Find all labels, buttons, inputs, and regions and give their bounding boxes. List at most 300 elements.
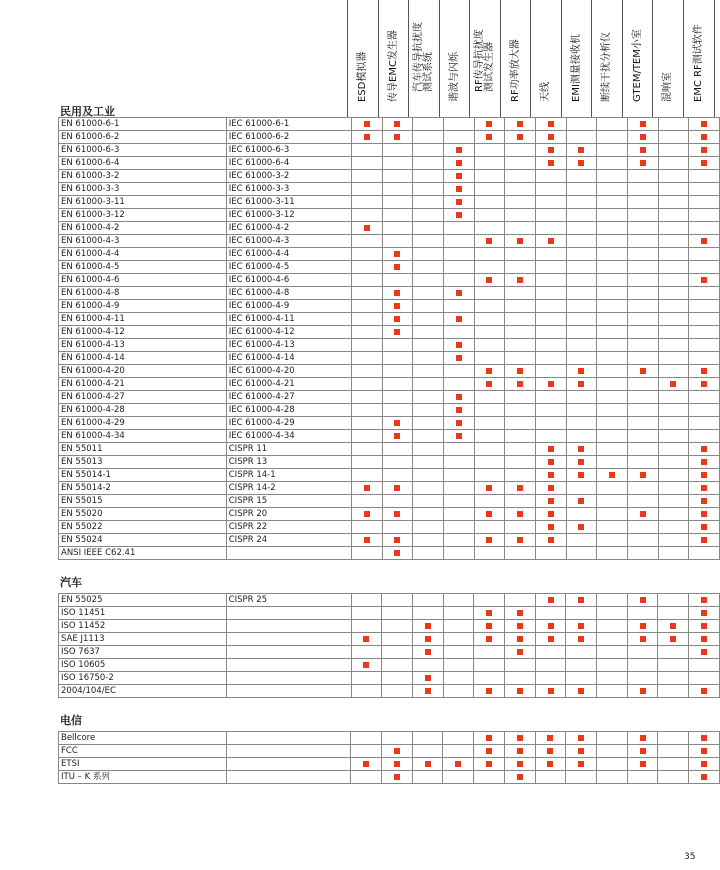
standard-name: EN 61000-3-12 (59, 209, 227, 222)
marker-cell (351, 508, 382, 521)
applicable-marker-icon (394, 316, 400, 322)
marker-cell (351, 326, 382, 339)
applicable-marker-icon (394, 537, 400, 543)
marker-cell (566, 443, 597, 456)
applicable-marker-icon (425, 761, 431, 767)
applicable-marker-icon (517, 485, 523, 491)
marker-cell (689, 547, 720, 560)
marker-cell (443, 287, 474, 300)
standard-name: EN 61000-4-34 (59, 430, 227, 443)
applicable-marker-icon (640, 748, 646, 754)
applicable-marker-icon (394, 511, 400, 517)
standard-name: EN 61000-6-4 (59, 157, 227, 170)
applicable-marker-icon (486, 368, 492, 374)
equivalent-standard: IEC 61000-6-1 (226, 118, 351, 131)
marker-cell (413, 118, 444, 131)
marker-cell (382, 417, 413, 430)
marker-cell (351, 594, 382, 607)
table-row (59, 235, 720, 248)
applicable-marker-icon (394, 134, 400, 140)
table-row (59, 495, 720, 508)
applicable-marker-icon (456, 420, 462, 426)
equivalent-standard (226, 607, 351, 620)
applicable-marker-icon (456, 433, 462, 439)
marker-cell (566, 170, 597, 183)
marker-cell (566, 157, 597, 170)
equivalent-standard (226, 771, 351, 784)
marker-cell (566, 469, 597, 482)
marker-cell (382, 404, 413, 417)
applicable-marker-icon (547, 761, 553, 767)
marker-cell (413, 326, 444, 339)
table-row (59, 365, 720, 378)
column-header-label: RF传导抗扰度 测试发生器 (474, 29, 496, 92)
applicable-marker-icon (364, 134, 370, 140)
applicable-marker-icon (640, 511, 646, 517)
marker-cell (505, 261, 536, 274)
marker-cell (689, 209, 720, 222)
marker-cell (535, 365, 566, 378)
marker-cell (474, 378, 505, 391)
marker-cell (535, 646, 566, 659)
column-header-2 (408, 0, 440, 118)
marker-cell (474, 118, 505, 131)
table-row (59, 732, 720, 745)
marker-cell (658, 508, 689, 521)
applicable-marker-icon (486, 511, 492, 517)
marker-cell (382, 685, 413, 698)
marker-cell (505, 594, 536, 607)
marker-cell (505, 633, 536, 646)
marker-cell (566, 534, 597, 547)
marker-cell (351, 118, 382, 131)
applicable-marker-icon (394, 121, 400, 127)
marker-cell (689, 685, 720, 698)
marker-cell (474, 745, 505, 758)
marker-cell (535, 248, 566, 261)
marker-cell (474, 633, 505, 646)
table-row (59, 508, 720, 521)
applicable-marker-icon (548, 511, 554, 517)
table-row (59, 547, 720, 560)
marker-cell (413, 274, 444, 287)
marker-cell (597, 633, 628, 646)
marker-cell (474, 469, 505, 482)
table-row (59, 274, 720, 287)
marker-cell (566, 607, 597, 620)
marker-cell (535, 118, 566, 131)
marker-cell (412, 633, 443, 646)
applicable-marker-icon (548, 636, 554, 642)
applicable-marker-icon (394, 420, 400, 426)
marker-cell (689, 659, 720, 672)
marker-cell (505, 620, 536, 633)
marker-cell (597, 144, 628, 157)
standard-name: EN 55015 (59, 495, 227, 508)
marker-cell (443, 732, 474, 745)
marker-cell (597, 391, 628, 404)
marker-cell (597, 469, 628, 482)
applicable-marker-icon (425, 675, 431, 681)
marker-cell (474, 508, 505, 521)
marker-cell (382, 313, 413, 326)
applicable-marker-icon (456, 290, 462, 296)
marker-cell (535, 607, 566, 620)
standard-name: ISO 10605 (59, 659, 227, 672)
marker-cell (505, 430, 536, 443)
marker-cell (474, 404, 505, 417)
marker-cell (413, 430, 444, 443)
applicable-marker-icon (548, 381, 554, 387)
marker-cell (597, 313, 628, 326)
column-header-1 (378, 0, 410, 118)
marker-cell (535, 594, 566, 607)
marker-cell (566, 456, 597, 469)
marker-cell (627, 209, 658, 222)
equivalent-standard (226, 646, 351, 659)
applicable-marker-icon (548, 688, 554, 694)
marker-cell (443, 261, 474, 274)
marker-cell (627, 287, 658, 300)
table-row (59, 521, 720, 534)
marker-cell (566, 404, 597, 417)
applicable-marker-icon (517, 134, 523, 140)
marker-cell (535, 508, 566, 521)
marker-cell (689, 170, 720, 183)
applicable-marker-icon (394, 774, 400, 780)
marker-cell (689, 300, 720, 313)
marker-cell (535, 633, 566, 646)
marker-cell (566, 594, 597, 607)
marker-cell (351, 183, 382, 196)
applicable-marker-icon (640, 472, 646, 478)
marker-cell (413, 196, 444, 209)
marker-cell (382, 508, 413, 521)
marker-cell (566, 417, 597, 430)
marker-cell (382, 118, 413, 131)
marker-cell (505, 456, 536, 469)
applicable-marker-icon (394, 433, 400, 439)
marker-cell (658, 482, 689, 495)
applicable-marker-icon (456, 342, 462, 348)
marker-cell (689, 534, 720, 547)
standard-name: EN 55013 (59, 456, 227, 469)
marker-cell (658, 672, 689, 685)
marker-cell (627, 646, 658, 659)
table-row (59, 469, 720, 482)
marker-cell (535, 378, 566, 391)
applicable-marker-icon (548, 459, 554, 465)
marker-cell (474, 547, 505, 560)
applicable-marker-icon (548, 134, 554, 140)
marker-cell (535, 404, 566, 417)
marker-cell (413, 417, 444, 430)
marker-cell (443, 352, 474, 365)
equivalent-standard: IEC 61000-4-29 (226, 417, 351, 430)
standard-name: EN 61000-3-3 (59, 183, 227, 196)
marker-cell (597, 287, 628, 300)
marker-cell (566, 118, 597, 131)
applicable-marker-icon (517, 636, 523, 642)
marker-cell (413, 131, 444, 144)
applicable-marker-icon (363, 662, 369, 668)
applicable-marker-icon (701, 761, 707, 767)
marker-cell (382, 183, 413, 196)
applicable-marker-icon (548, 524, 554, 530)
marker-cell (474, 495, 505, 508)
marker-cell (412, 685, 443, 698)
applicable-marker-icon (578, 636, 584, 642)
applicable-marker-icon (640, 147, 646, 153)
applicable-marker-icon (547, 735, 553, 741)
marker-cell (535, 313, 566, 326)
marker-cell (505, 300, 536, 313)
standard-name: EN 61000-6-2 (59, 131, 227, 144)
marker-cell (382, 248, 413, 261)
marker-cell (566, 261, 597, 274)
marker-cell (658, 607, 689, 620)
marker-cell (535, 144, 566, 157)
marker-cell (566, 391, 597, 404)
marker-cell (658, 646, 689, 659)
applicable-marker-icon (578, 623, 584, 629)
marker-cell (535, 443, 566, 456)
marker-cell (413, 391, 444, 404)
marker-cell (535, 771, 566, 784)
marker-cell (597, 430, 628, 443)
marker-cell (443, 118, 474, 131)
marker-cell (658, 547, 689, 560)
section-title-automotive: 汽车 (60, 576, 82, 589)
marker-cell (413, 300, 444, 313)
marker-cell (658, 170, 689, 183)
standard-name: ANSI IEEE C62.41 (59, 547, 227, 560)
marker-cell (443, 222, 474, 235)
marker-cell (443, 170, 474, 183)
marker-cell (443, 430, 474, 443)
marker-cell (413, 313, 444, 326)
marker-cell (443, 248, 474, 261)
equivalent-standard: IEC 61000-4-13 (226, 339, 351, 352)
marker-cell (443, 378, 474, 391)
marker-cell (597, 758, 628, 771)
marker-cell (689, 456, 720, 469)
marker-cell (505, 646, 536, 659)
applicable-marker-icon (394, 550, 400, 556)
marker-cell (505, 196, 536, 209)
marker-cell (413, 443, 444, 456)
marker-cell (505, 183, 536, 196)
marker-cell (505, 685, 536, 698)
marker-cell (474, 222, 505, 235)
marker-cell (382, 495, 413, 508)
marker-cell (566, 274, 597, 287)
marker-cell (413, 495, 444, 508)
standard-name: EN 55014-2 (59, 482, 227, 495)
marker-cell (658, 248, 689, 261)
marker-cell (443, 443, 474, 456)
marker-cell (505, 482, 536, 495)
marker-cell (382, 287, 413, 300)
marker-cell (443, 607, 474, 620)
column-header-9 (622, 0, 654, 118)
marker-cell (597, 339, 628, 352)
marker-cell (658, 391, 689, 404)
column-header-label: GTEM/TEM小室 (631, 29, 643, 102)
marker-cell (597, 534, 628, 547)
marker-cell (505, 547, 536, 560)
marker-cell (382, 365, 413, 378)
table-row (59, 313, 720, 326)
equivalent-standard: IEC 61000-4-2 (226, 222, 351, 235)
table-row (59, 430, 720, 443)
standard-name: EN 61000-4-2 (59, 222, 227, 235)
column-header-label: ESD模拟器 (357, 51, 369, 102)
equivalent-standard (226, 732, 351, 745)
marker-cell (443, 594, 474, 607)
standard-name: EN 61000-3-2 (59, 170, 227, 183)
marker-cell (627, 118, 658, 131)
marker-cell (566, 196, 597, 209)
marker-cell (413, 170, 444, 183)
marker-cell (413, 469, 444, 482)
marker-cell (351, 248, 382, 261)
marker-cell (351, 685, 382, 698)
table-row (59, 620, 720, 633)
standard-name: SAE J1113 (59, 633, 227, 646)
marker-cell (535, 391, 566, 404)
marker-cell (658, 365, 689, 378)
table-row (59, 672, 720, 685)
marker-cell (566, 758, 597, 771)
applicable-marker-icon (701, 368, 707, 374)
marker-cell (474, 456, 505, 469)
applicable-marker-icon (670, 623, 676, 629)
marker-cell (627, 521, 658, 534)
standard-name: EN 61000-4-27 (59, 391, 227, 404)
marker-cell (382, 157, 413, 170)
marker-cell (658, 339, 689, 352)
equivalent-standard (226, 745, 351, 758)
marker-cell (474, 620, 505, 633)
marker-cell (382, 534, 413, 547)
table-row (59, 771, 720, 784)
marker-cell (689, 144, 720, 157)
marker-cell (382, 672, 413, 685)
equivalent-standard: IEC 61000-4-11 (226, 313, 351, 326)
marker-cell (443, 144, 474, 157)
applicable-marker-icon (548, 537, 554, 543)
marker-cell (474, 144, 505, 157)
applicable-marker-icon (517, 649, 523, 655)
equivalent-standard: IEC 61000-4-3 (226, 235, 351, 248)
applicable-marker-icon (486, 761, 492, 767)
marker-cell (597, 222, 628, 235)
equivalent-standard: IEC 61000-4-34 (226, 430, 351, 443)
applicable-marker-icon (701, 134, 707, 140)
marker-cell (505, 144, 536, 157)
marker-cell (689, 430, 720, 443)
applicable-marker-icon (517, 774, 523, 780)
marker-cell (382, 144, 413, 157)
marker-cell (351, 771, 382, 784)
table-row (59, 300, 720, 313)
applicable-marker-icon (517, 735, 523, 741)
marker-cell (474, 646, 505, 659)
column-header-4 (469, 0, 501, 118)
marker-cell (689, 157, 720, 170)
applicable-marker-icon (701, 636, 707, 642)
marker-cell (597, 508, 628, 521)
table-row (59, 339, 720, 352)
marker-cell (443, 235, 474, 248)
marker-cell (627, 456, 658, 469)
applicable-marker-icon (517, 511, 523, 517)
marker-cell (505, 495, 536, 508)
marker-cell (658, 287, 689, 300)
marker-cell (597, 607, 628, 620)
marker-cell (535, 430, 566, 443)
marker-cell (627, 469, 658, 482)
applicable-marker-icon (394, 264, 400, 270)
standards-table-automotive (58, 593, 720, 698)
equivalent-standard: CISPR 25 (226, 594, 351, 607)
marker-cell (412, 607, 443, 620)
equivalent-standard: CISPR 11 (226, 443, 351, 456)
marker-cell (627, 144, 658, 157)
applicable-marker-icon (394, 290, 400, 296)
marker-cell (627, 313, 658, 326)
marker-cell (627, 547, 658, 560)
marker-cell (505, 508, 536, 521)
table-row (59, 352, 720, 365)
marker-cell (597, 771, 628, 784)
marker-cell (413, 508, 444, 521)
marker-cell (443, 404, 474, 417)
equivalent-standard (226, 685, 351, 698)
marker-cell (413, 482, 444, 495)
marker-cell (382, 326, 413, 339)
marker-cell (566, 235, 597, 248)
marker-cell (597, 521, 628, 534)
marker-cell (505, 391, 536, 404)
marker-cell (505, 274, 536, 287)
marker-cell (658, 758, 689, 771)
marker-cell (382, 300, 413, 313)
marker-cell (474, 235, 505, 248)
applicable-marker-icon (548, 446, 554, 452)
marker-cell (689, 352, 720, 365)
marker-cell (351, 300, 382, 313)
table-row (59, 261, 720, 274)
marker-cell (443, 534, 474, 547)
applicable-marker-icon (517, 610, 523, 616)
marker-cell (627, 659, 658, 672)
column-header-6 (530, 0, 562, 118)
marker-cell (597, 685, 628, 698)
marker-cell (535, 287, 566, 300)
marker-cell (413, 456, 444, 469)
equivalent-standard: IEC 61000-4-6 (226, 274, 351, 287)
column-header-3 (439, 0, 471, 118)
marker-cell (689, 261, 720, 274)
marker-cell (627, 443, 658, 456)
marker-cell (413, 261, 444, 274)
marker-cell (566, 209, 597, 222)
marker-cell (443, 495, 474, 508)
marker-cell (474, 339, 505, 352)
marker-cell (413, 144, 444, 157)
